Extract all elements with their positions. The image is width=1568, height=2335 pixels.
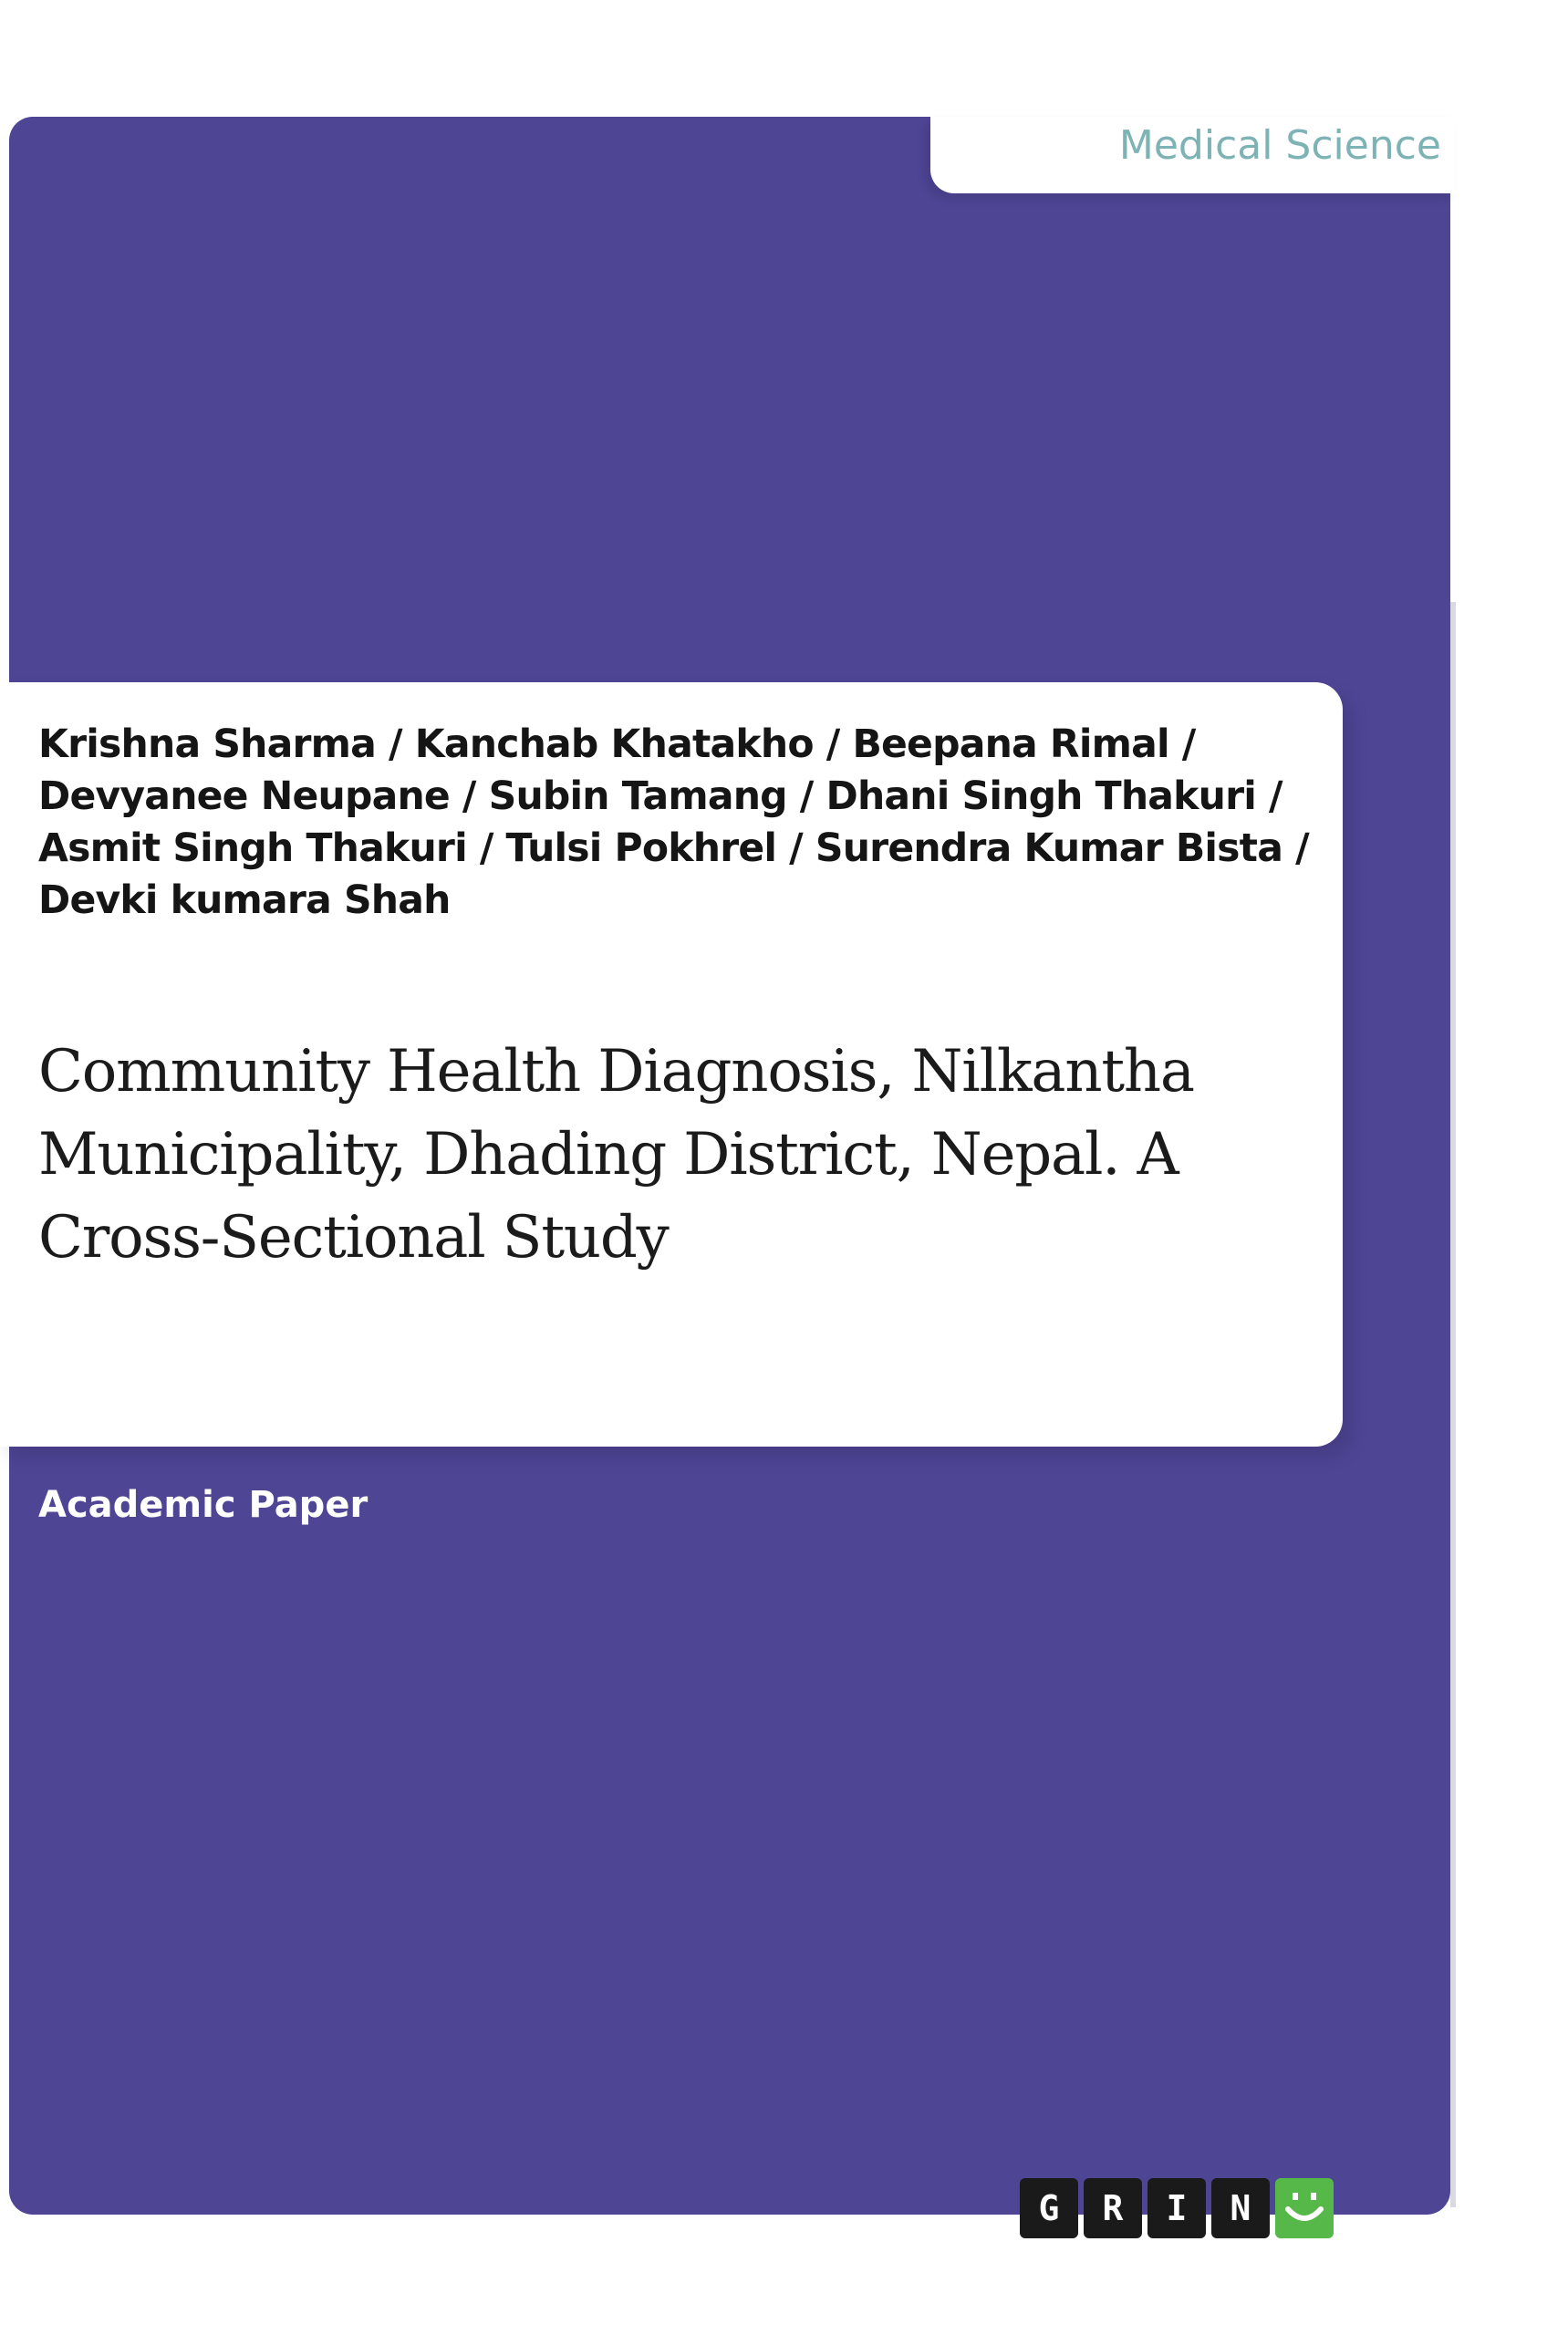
document-type: Academic Paper bbox=[38, 1484, 369, 1526]
cover-edge-shadow bbox=[1450, 602, 1456, 2207]
publisher-logo bbox=[1020, 2178, 1334, 2238]
logo-letter-g: G bbox=[1020, 2178, 1078, 2238]
logo-letter-r: R bbox=[1084, 2178, 1142, 2238]
logo-letter-i: I bbox=[1147, 2178, 1206, 2238]
category-label: Medical Science bbox=[1118, 122, 1441, 169]
authors: Krishna Sharma / Kanchab Khatakho / Beepana Rimal / Devyanee Neupane / Subin Tamang / Dhani Singh Thakuri / Asmit Singh Thakuri / Tulsi Pokhrel / Surendra Kumar Bista / Devki kumara Shah bbox=[38, 722, 1309, 923]
smiley-icon bbox=[1275, 2178, 1334, 2238]
logo-letter-n: N bbox=[1211, 2178, 1270, 2238]
book-title: Community Health Diagnosis, Nilkantha Municipality, Dhading District, Nepal. A Cross-Sectional Study bbox=[38, 1038, 1194, 1271]
